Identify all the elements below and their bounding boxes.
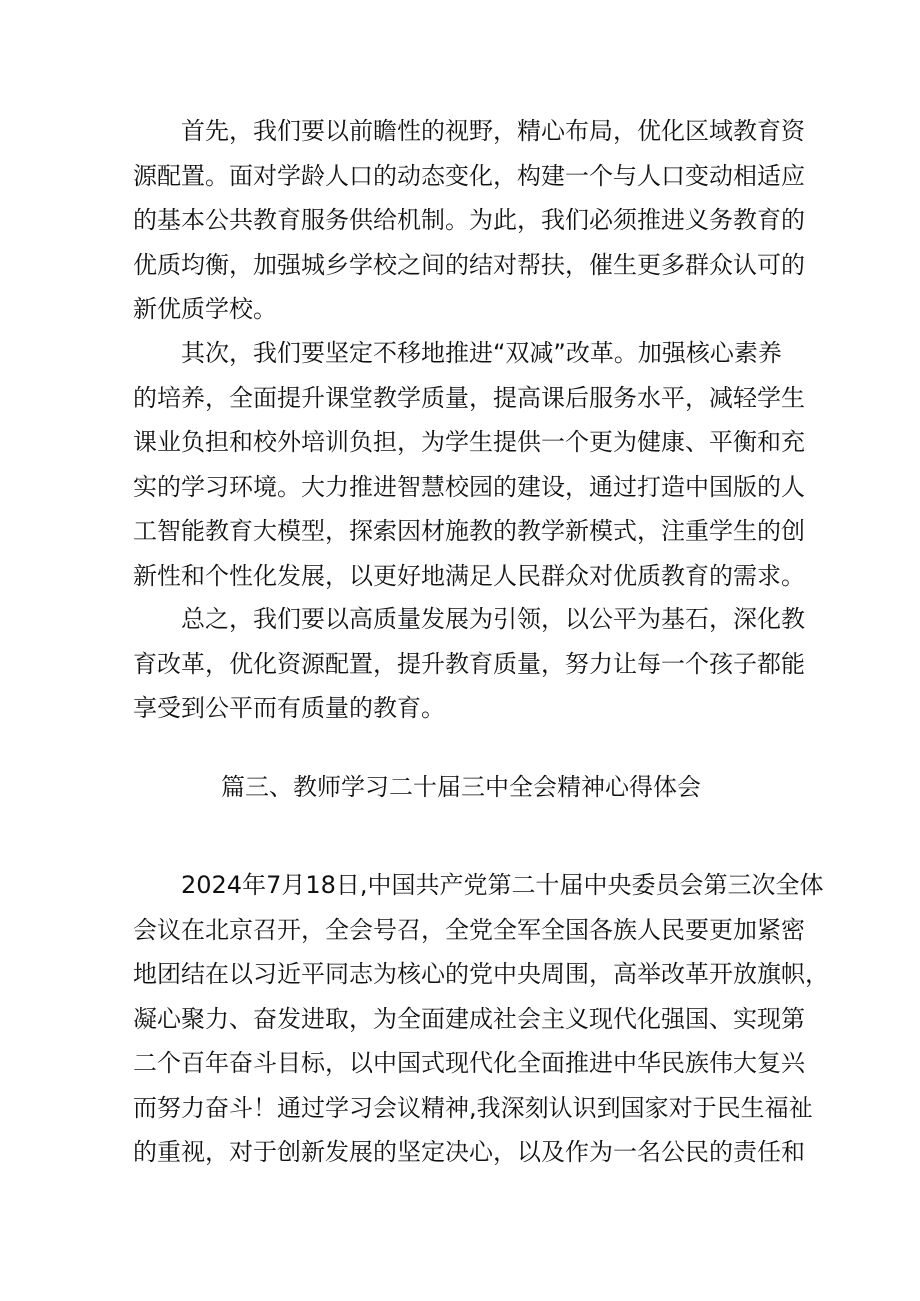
- paragraph-double-reduction: [133, 331, 805, 598]
- text-line: 课业负担和校外培训负担，为学生提供一个更为健康、平衡和充: [133, 428, 805, 456]
- text-line: 的基本公共教育服务供给机制。为此，我们必须推进义务教育的: [133, 206, 805, 234]
- paragraph-education-resources: [133, 109, 805, 332]
- text-line: 享受到公平而有质量的教育。: [133, 694, 445, 722]
- text-line: 首先，我们要以前瞻性的视野，精心布局，优化区域教育资: [181, 117, 805, 145]
- paragraph-plenum-session: [133, 863, 829, 1175]
- section-heading: 篇三、教师学习二十届三中全会精神心得体会: [221, 773, 701, 801]
- text-line: 新优质学校。: [133, 295, 277, 323]
- text-line: 新性和个性化发展，以更好地满足人民群众对优质教育的需求。: [133, 561, 805, 590]
- text-line: 优质均衡，加强城乡学校之间的结对帮扶，催生更多群众认可的: [133, 250, 805, 279]
- text-line: 的重视，对于创新发展的坚定决心，以及作为一名公民的责任和: [133, 1138, 805, 1166]
- text-line: 的培养，全面提升课堂教学质量，提高课后服务水平，减轻学生: [133, 383, 805, 412]
- text-line: 其次，我们要坚定不移地推进“双减”改革。加强核心素养: [181, 339, 782, 367]
- text-line: 会议在北京召开，全会号召，全党全军全国各族人民要更加紧密: [133, 915, 805, 944]
- text-line: 2024年7月18日,中国共产党第二十届中央委员会第三次全体: [181, 871, 824, 899]
- paragraph-conclusion: [133, 597, 805, 731]
- text-line: 实的学习环境。大力推进智慧校园的建设，通过打造中国版的人: [133, 472, 805, 501]
- text-line: 二个百年奋斗目标，以中国式现代化全面推进中华民族伟大复兴: [133, 1049, 805, 1077]
- text-line: 凝心聚力、奋发进取，为全面建成社会主义现代化强国、实现第: [133, 1004, 805, 1033]
- text-line: 工智能教育大模型，探索因材施教的教学新模式，注重学生的创: [133, 517, 805, 545]
- text-line: 地团结在以习近平同志为核心的党中央周围，高举改革开放旗帜，: [133, 960, 829, 988]
- text-line: 而努力奋斗！通过学习会议精神,我深刻认识到国家对于民生福祉: [133, 1093, 813, 1122]
- text-line: 源配置。面对学龄人口的动态变化，构建一个与人口变动相适应: [133, 161, 805, 190]
- text-line: 总之，我们要以高质量发展为引领，以公平为基石，深化教: [181, 605, 805, 633]
- text-line: 育改革，优化资源配置，提升教育质量，努力让每一个孩子都能: [133, 649, 805, 678]
